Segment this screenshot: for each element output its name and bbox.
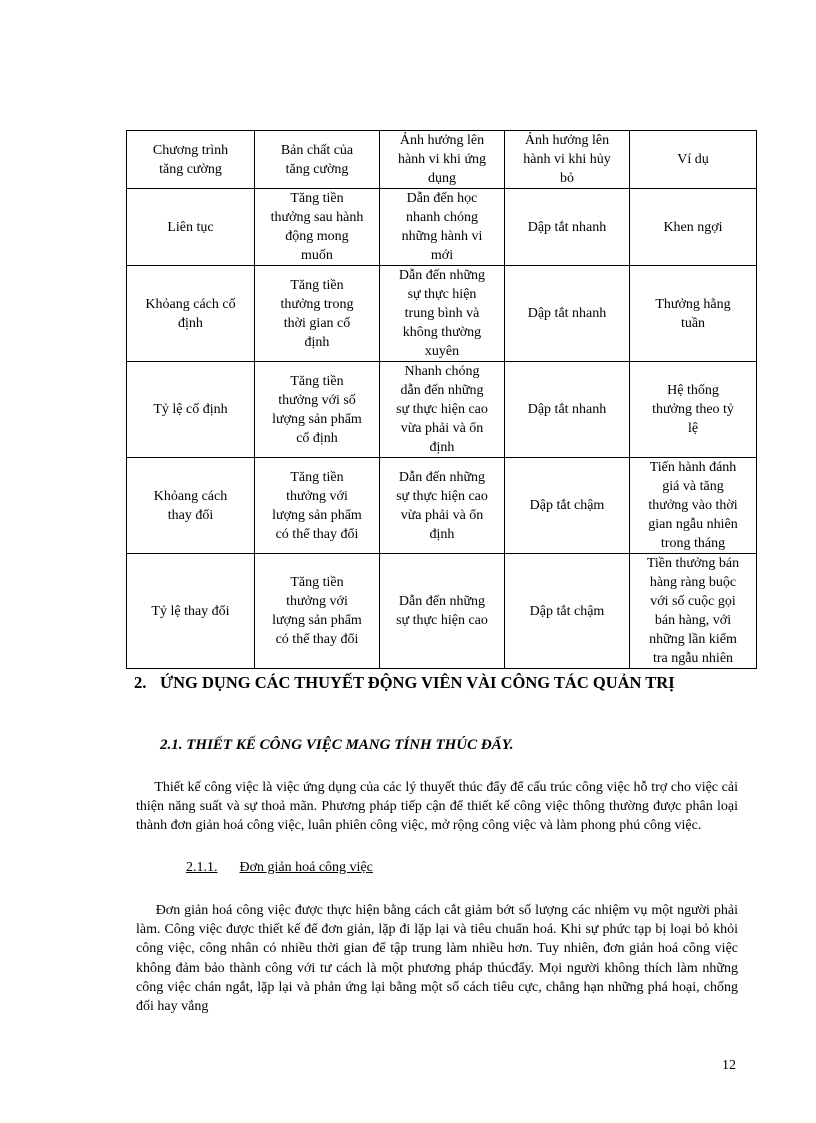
- page-number: 12: [722, 1058, 736, 1073]
- table-cell: Tăng tiền thưởng với số lượng sản phẩm cố định: [255, 362, 380, 458]
- table-cell: Tăng tiền thưởng với lượng sản phẩm có thể thay đổi: [255, 554, 380, 669]
- table-cell: Khen ngợi: [630, 189, 757, 266]
- header-cell: Ảnh hưởng lên hành vi khi hủy bỏ: [505, 131, 630, 189]
- table-cell: Thưởng hằng tuần: [630, 266, 757, 362]
- table-cell: Khỏang cách cố định: [127, 266, 255, 362]
- header-cell: Chương trình tăng cường: [127, 131, 255, 189]
- table-cell: Tăng tiền thưởng với lượng sản phẩm có thể thay đổi: [255, 458, 380, 554]
- table-row: [127, 362, 757, 458]
- table-cell: Tiền thưởng bán hàng ràng buộc với số cuộc gọi bán hàng, với những lần kiểm tra ngẫu nhiên: [630, 554, 757, 669]
- section-number: 2.: [134, 673, 147, 692]
- table-cell: Dập tắt chậm: [505, 554, 630, 669]
- table-cell: Tỷ lệ cố định: [127, 362, 255, 458]
- subsubsection-title: Đơn giản hoá công việc: [239, 860, 373, 875]
- table-cell: Tỷ lệ thay đổi: [127, 554, 255, 669]
- body-paragraph: Đơn giản hoá công việc được thực hiện bằng cách cắt giảm bớt số lượng các nhiệm vụ một người phải làm. Công việc được thiết kế để đơn giản, lặp đi lặp lại và tiêu chuẩn hoá. Khi sự phức tạp bị loại bỏ khỏi công việc, công nhân có nhiều thời gian để tập trung làm nhiều hơn. Tuy nhiên, đơn giản hoá công việc không đảm bảo thành công với tư cách là một phương pháp thúcđẩy. Mọi người không thích làm những công việc chán ngắt, lặp lại và phản ứng lại bằng một số cách tiêu cực, chẳng hạn những phá hoại, chống đối hay vắng: [136, 903, 738, 1015]
- reinforcement-table: [126, 130, 757, 669]
- table-row: [127, 266, 757, 362]
- section-heading: [134, 672, 754, 694]
- table-cell: Dẫn đến những sự thực hiện cao: [380, 554, 505, 669]
- subsubsection-number: 2.1.1.: [186, 860, 218, 875]
- table-row: [127, 189, 757, 266]
- header-cell: Ảnh hưởng lên hành vi khi ứng dụng: [380, 131, 505, 189]
- table-header-row: [127, 131, 757, 189]
- table-cell: Dẫn đến học nhanh chóng những hành vi mới: [380, 189, 505, 266]
- table-row: [127, 554, 757, 669]
- table-cell: Dập tắt nhanh: [505, 266, 630, 362]
- subsubsection-heading: [186, 860, 373, 876]
- header-cell: Bản chất của tăng cường: [255, 131, 380, 189]
- table-cell: Tăng tiền thưởng sau hành động mong muốn: [255, 189, 380, 266]
- table-cell: Khỏang cách thay đổi: [127, 458, 255, 554]
- table-cell: Tăng tiền thưởng trong thời gian cố định: [255, 266, 380, 362]
- header-cell: Ví dụ: [630, 131, 757, 189]
- table-cell: Dập tắt nhanh: [505, 362, 630, 458]
- table-cell: Dẫn đến những sự thực hiện cao vừa phải và ổn định: [380, 458, 505, 554]
- table-cell: Liên tục: [127, 189, 255, 266]
- table-cell: Tiến hành đánh giá và tăng thưởng vào thời gian ngẫu nhiên trong tháng: [630, 458, 757, 554]
- table-cell: Nhanh chóng dẫn đến những sự thực hiện cao vừa phải và ổn định: [380, 362, 505, 458]
- body-paragraph: Thiết kế công việc là việc ứng dụng của các lý thuyết thúc đẩy để cấu trúc công việc hỗ trợ cho việc cải thiện năng suất và sự thoả mãn. Phương pháp tiếp cận để thiết kế công việc thông thường được phân loại thành đơn giản hoá công việc, luân phiên công việc, mở rộng công việc và làm phong phú công việc.: [136, 780, 738, 834]
- table-row: [127, 458, 757, 554]
- table-cell: Dẫn đến những sự thực hiện trung bình và không thường xuyên: [380, 266, 505, 362]
- section-title: ỨNG DỤNG CÁC THUYẾT ĐỘNG VIÊN VÀI CÔNG TÁC QUẢN TRỊ: [160, 673, 675, 692]
- table-cell: Dập tắt nhanh: [505, 189, 630, 266]
- table-cell: Hệ thống thưởng theo tỷ lệ: [630, 362, 757, 458]
- subsection-title: 2.1. THIẾT KẾ CÔNG VIỆC MANG TÍNH THÚC ĐẨY.: [160, 737, 514, 753]
- table-cell: Dập tắt chậm: [505, 458, 630, 554]
